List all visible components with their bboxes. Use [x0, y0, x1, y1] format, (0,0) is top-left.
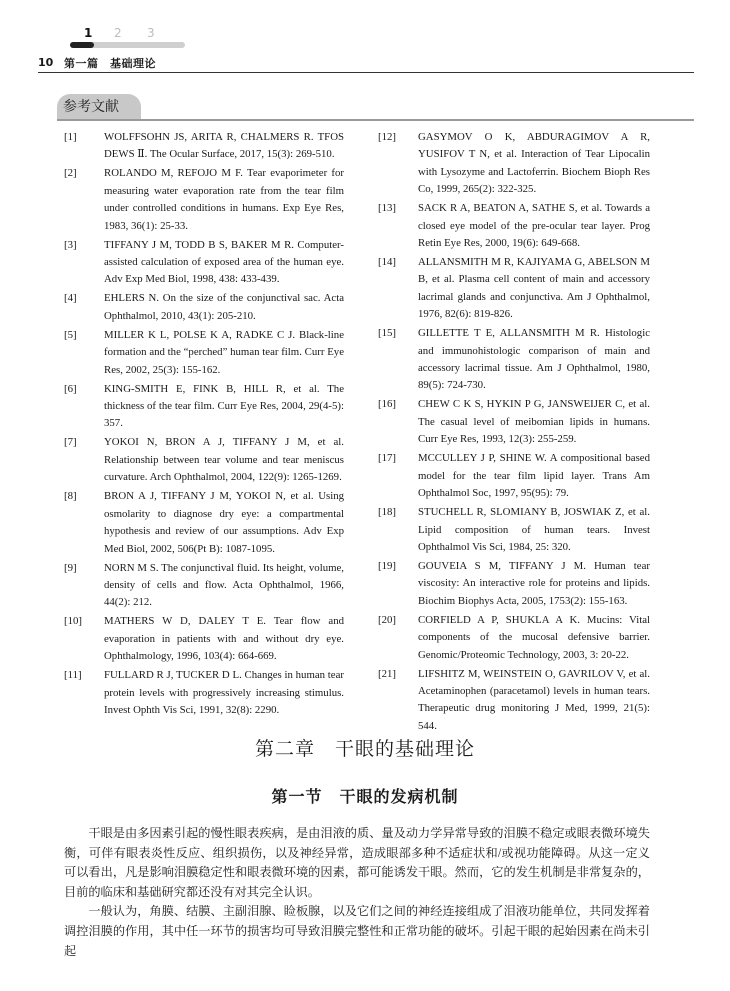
reference-text: WOLFFSOHN JS, ARITA R, CHALMERS R. TFOS DEWS Ⅱ. The Ocular Surface, 2017, 15(3): 269-510. [104, 131, 344, 161]
reference-number: [16] [378, 398, 396, 411]
reference-item [378, 558, 650, 610]
reference-text: FULLARD R J, TUCKER D L. Changes in human tear protein levels with progressively increasing stimulus. Invest Ophth Vis Sci, 1991, 32(8): 2290. [104, 669, 344, 716]
reference-text: ROLANDO M, REFOJO M F. Tear evaporimeter for measuring water evaporation rate from the tear film under controlled conditions in humans. Exp Eye Res, 1983, 36(1): 25-33. [104, 167, 344, 232]
body-paragraph: 一般认为，角膜、结膜、主副泪腺、睑板腺，以及它们之间的神经连接组成了泪液功能单位，共同发挥着调控泪膜的作用，其中任一环节的损害均可导致泪膜完整性和正常功能的破坏。引起干眼的起始因素在尚未引起 [64, 904, 650, 958]
reference-text: KING-SMITH E, FINK B, HILL R, et al. The thickness of the tear film. Curr Eye Res, 2004, 29(4-5): 357. [104, 382, 344, 430]
reference-item [378, 666, 650, 736]
reference-text: CORFIELD A P, SHUKLA A K. Mucins: Vital components of the mucosal defensive barrier. Genomic/Proteomic Technology, 2003, 3: 20-22. [418, 613, 650, 661]
references-rule [57, 119, 694, 121]
reference-item [378, 254, 650, 324]
reference-text: STUCHELL R, SLOMIANY B, JOSWIAK Z, et al. Lipid composition of human tears. Invest Ophthalmol Vis Sci, 1984, 25: 320. [418, 506, 650, 553]
reference-item [378, 325, 650, 395]
reference-number: [13] [378, 202, 396, 215]
reference-item [64, 613, 344, 665]
reference-item [64, 667, 344, 719]
reference-number: [6] [64, 382, 77, 395]
reference-item [64, 129, 344, 164]
reference-item [378, 200, 650, 252]
reference-item [64, 327, 344, 379]
reference-item [64, 165, 344, 235]
reference-item [64, 488, 344, 558]
reference-number: [15] [378, 327, 396, 340]
reference-text: GASYMOV O K, ABDURAGIMOV A R, YUSIFOV T N, et al. Interaction of Tear Lipocalin with Lysozyme and Lactoferrin. Biochem Bioph Res Co, 1999, 265(2): 322-325. [418, 131, 650, 196]
reference-item [378, 504, 650, 556]
reference-item [378, 450, 650, 502]
tab-3: 3 [147, 26, 155, 40]
reference-number: [7] [64, 436, 77, 449]
references-heading: 参考文献 [57, 94, 141, 120]
reference-number: [1] [64, 131, 77, 143]
reference-number: [18] [378, 506, 396, 519]
reference-text: TIFFANY J M, TODD B S, BAKER M R. Computer-assisted calculation of exposed area of the human eye. Adv Exp Med Biol, 1998, 438: 433-439. [104, 238, 344, 286]
reference-text: EHLERS N. On the size of the conjunctival sac. Acta Ophthalmol, 2010, 43(1): 205-210. [104, 292, 344, 322]
reference-number: [2] [64, 167, 77, 180]
progress-fill [70, 42, 94, 48]
references-left-column [64, 129, 344, 721]
reference-number: [9] [64, 561, 77, 574]
reference-number: [21] [378, 667, 396, 680]
header-rule [38, 72, 694, 73]
reference-text: MCCULLEY J P, SHINE W. A compositional based model for the tear film lipid layer. Trans Am Ophthalmol Soc, 1997, 95(95): 79. [418, 452, 650, 500]
reference-text: YOKOI N, BRON A J, TIFFANY J M, et al. Relationship between tear volume and tear meniscus curvature. Arch Ophthalmol, 2004, 122(9): 1265-1269. [104, 436, 344, 484]
reference-number: [19] [378, 559, 396, 572]
reference-text: GILLETTE T E, ALLANSMITH M R. Histologic and immunohistologic comparison of main and accessory lacrimal tissue. Am J Ophthalmol, 1980, 89(5): 724-730. [418, 327, 650, 392]
reference-item [378, 129, 650, 199]
reference-number: [20] [378, 613, 396, 626]
reference-item [64, 434, 344, 486]
reference-text: MATHERS W D, DALEY T E. Tear flow and evaporation in patients with and without dry eye. Ophthalmology, 1996, 103(4): 664-669. [104, 615, 344, 663]
tab-1: 1 [84, 26, 93, 40]
reference-number: [14] [378, 256, 396, 269]
reference-number: [10] [64, 615, 82, 628]
body-text [64, 824, 650, 961]
reference-number: [8] [64, 490, 77, 503]
reference-item [64, 381, 344, 433]
reference-text: LIFSHITZ M, WEINSTEIN O, GAVRILOV V, et al. Acetaminophen (paracetamol) levels in human tears. Therapeutic drug monitoring J Med, 1999, 21(5): 544. [418, 667, 650, 732]
reference-item [378, 396, 650, 448]
reference-item [378, 612, 650, 664]
reference-text: ALLANSMITH M R, KAJIYAMA G, ABELSON M B, et al. Plasma cell content of main and accessory lacrimal glands and conjunctiva. Am J Ophthalmol, 1976, 82(6): 819-826. [418, 256, 650, 321]
reference-number: [5] [64, 328, 77, 341]
reference-number: [11] [64, 669, 82, 682]
reference-number: [3] [64, 238, 77, 251]
reference-text: MILLER K L, POLSE K A, RADKE C J. Black-line formation and the “perched” human tear film. Curr Eye Res, 2002, 25(3): 155-162. [104, 328, 344, 376]
reference-item [64, 237, 344, 289]
tab-2: 2 [114, 26, 122, 40]
reference-text: NORN M S. The conjunctival fluid. Its height, volume, density of cells and flow. Acta Ophthalmol, 1966, 44(2): 212. [104, 561, 344, 609]
section-title: 第一节 干眼的发病机制 [271, 787, 459, 806]
reference-text: GOUVEIA S M, TIFFANY J M. Human tear viscosity: An interactive role for proteins and lipids. Biochim Biophys Acta, 2005, 1753(2): 155-163. [418, 559, 650, 607]
reference-item [64, 560, 344, 612]
body-paragraph: 干眼是由多因素引起的慢性眼表疾病，是由泪液的质、量及动力学异常导致的泪膜不稳定或眼表微环境失衡，可伴有眼表炎性反应、组织损伤，以及神经异常，造成眼部多种不适症状和/或视功能障碍。从这一定义可以看出，凡是影响泪膜稳定性和眼表微环境的因素，都可能诱发干眼。然而，它的发生机制是非常复杂的，目前的临床和基础研究都还没有对其完全认识。 [64, 826, 650, 899]
chapter-title: 第二章 干眼的基础理论 [254, 738, 475, 760]
reference-text: BRON A J, TIFFANY J M, YOKOI N, et al. Using osmolarity to diagnose dry eye: a compartmental hypothesis and review of our assumptions. Adv Exp Med Biol, 2002, 506(Pt B): 1087-1095. [104, 490, 344, 555]
references-right-column [378, 129, 650, 737]
reference-number: [4] [64, 292, 77, 305]
reference-number: [17] [378, 452, 396, 465]
reference-number: [12] [378, 131, 396, 143]
page-number: 10 [38, 56, 54, 69]
reference-text: CHEW C K S, HYKIN P G, JANSWEIJER C, et al. The casual level of meibomian lipids in humans. Curr Eye Res, 1993, 12(3): 255-259. [418, 398, 650, 446]
running-title: 第一篇 基础理论 [64, 57, 156, 70]
reference-item [64, 290, 344, 325]
reference-text: SACK R A, BEATON A, SATHE S, et al. Towards a closed eye model of the pre-ocular tear layer. Prog Retin Eye Res, 2000, 19(6): 649-668. [418, 202, 650, 250]
